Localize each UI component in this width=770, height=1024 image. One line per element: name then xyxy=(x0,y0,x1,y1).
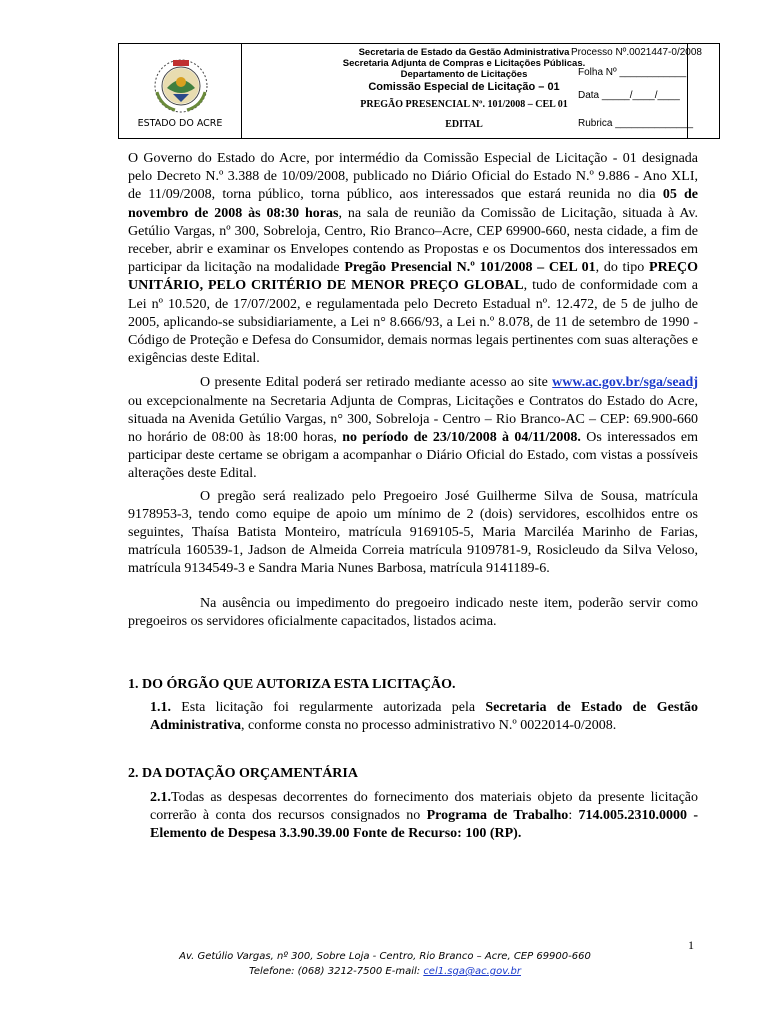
text-run: , tudo de conformidade com a Lei nº 10.520, de 17/07/2002, e regulamentada pelo Decreto Estadual nº. 12.472, de 5 de julho de 2005, aplicando-se subsidiariamente, a Lei n° 8.666/93, a Lei n.º 8.078, de 11 de setembro de 1990 - Código de Proteção e Defesa do Consumidor, demais normas legais pertinentes com suas alterações e exigências deste Edital. xyxy=(128,278,698,367)
text-run: , conforme consta no processo administrativo N.º 0022014-0/2008. xyxy=(241,718,617,733)
secretaria-adjunta-line: Secretaria Adjunta de Compras e Licitações Públicas. xyxy=(342,58,586,69)
section-2-title: 2. DA DOTAÇÃO ORÇAMENTÁRIA xyxy=(128,766,358,781)
secretaria-line: Secretaria de Estado da Gestão Administrativa xyxy=(358,47,570,58)
state-seal-icon xyxy=(153,58,209,114)
text-run: Todas as despesas decorrentes do fornecimento dos materiais objeto da presente licitação correrão à conta dos recursos consignados no xyxy=(150,790,698,823)
text-run: Os interessados em participar deste certame se obrigam a acompanhar o Diário Oficial do Estado, com vistas a possíveis alterações deste Edital. xyxy=(128,430,698,482)
paragraph-ausencia: Na ausência ou impedimento do pregoeiro indicado neste item, poderão servir como pregoeiros os servidores oficialmente capacitados, listados acima. xyxy=(128,595,698,629)
item-number: 1.1. xyxy=(150,700,171,715)
rubrica-field: Rubrica ______________ xyxy=(578,118,694,129)
section-1-1 xyxy=(150,699,698,735)
site-link[interactable]: www.ac.gov.br/sga/seadj xyxy=(552,375,698,391)
header-logo-cell xyxy=(119,44,242,138)
footer-contact xyxy=(0,966,770,977)
text-run: : xyxy=(568,808,579,823)
pregao-reference: Pregão Presencial N.º 101/2008 – CEL 01 xyxy=(344,260,596,276)
header-process-cell xyxy=(567,44,719,138)
text-run: ou excepcionalmente na Secretaria Adjunta de Compras, Licitações e Contratos do Estado do Acre, situada na Avenida Getúlio Vargas, n° 300, Sobreloja - Centro – Rio Branco-AC – CEP: 69.900-660 no horário de 08:00 às 18:00 horas, xyxy=(128,393,698,446)
period-text: no período de 23/10/2008 à 04/11/2008. xyxy=(342,430,581,446)
comissao-line: Comissão Especial de Licitação – 01 xyxy=(368,81,560,93)
pregao-title: PREGÃO PRESENCIAL Nº. 101/2008 – CEL 01 xyxy=(360,99,568,110)
document-header xyxy=(118,43,720,139)
budget-codes: 714.005.2310.0000 - Elemento de Despesa 3.3.90.39.00 Fonte de Recurso: 100 (RP). xyxy=(150,808,698,841)
secretaria-name: Secretaria de Estado de Gestão Administrativa xyxy=(150,700,698,733)
estado-label: ESTADO DO ACRE xyxy=(137,118,223,129)
footer-address: Av. Getúlio Vargas, nº 300, Sobre Loja - Centro, Rio Branco – Acre, CEP 69900-660 xyxy=(179,951,591,962)
data-field: Data _____/____/____ xyxy=(578,90,680,101)
document-body xyxy=(128,150,698,631)
departamento-line: Departamento de Licitações xyxy=(400,69,528,80)
page-number: 1 xyxy=(688,938,694,952)
paragraph-pregoeiro: O pregão será realizado pelo Pregoeiro José Guilherme Silva de Sousa, matrícula 9178953-3, tendo como equipe de apoio um mínimo de 2 (dois) servidores, escolhidos entre os seguintes, Thaísa Batista Monteiro, matrícula 9169105-5, Maria Marciléa Marinho de Farias, matrícula 160539-1, Jadson de Almeida Correia matrícula 9109781-9, Rosicleudo da Silva Veloso, matrícula 9134549-3 e Sandra Maria Nunes Barbosa, matrícula 9141189-6. xyxy=(128,488,698,577)
footer-email-link[interactable]: cel1.sga@ac.gov.br xyxy=(423,966,521,977)
paragraph-edital-access xyxy=(128,374,698,483)
text-run: O presente Edital poderá ser retirado mediante acesso ao site xyxy=(200,375,553,391)
text-run: O Governo do Estado do Acre, por intermédio da Comissão Especial de Licitação - 01 designada pelo Decreto N.º 3.388 de 10/09/2008, publicado no Diário Oficial do Estado N.º 9.886 - Ano XLI, de 11/09/2008, torna público, torna público, aos interessados que estará reunida no dia xyxy=(128,151,698,203)
processo-number: Processo Nº.0021447-0/2008 xyxy=(571,47,702,58)
section-2-1 xyxy=(150,789,698,843)
paragraph-intro xyxy=(128,150,698,368)
programa-label: Programa de Trabalho xyxy=(426,808,569,823)
edital-title: EDITAL xyxy=(445,119,483,130)
section-1-title: 1. DO ÓRGÃO QUE AUTORIZA ESTA LICITAÇÃO. xyxy=(128,677,456,692)
text-run: Esta licitação foi regularmente autorizada pela xyxy=(171,700,486,715)
meeting-date: 05 de novembro de 2008 às 08:30 horas xyxy=(128,187,698,221)
footer-phone: Telefone: (068) 3212-7500 E-mail: xyxy=(249,966,424,977)
item-number: 2.1. xyxy=(150,790,171,805)
criterion-text: PREÇO UNITÁRIO, PELO CRITÉRIO DE MENOR PREÇO GLOBAL xyxy=(128,260,699,294)
text-run: , do tipo xyxy=(595,260,650,276)
folha-field: Folha Nº ____________ xyxy=(578,67,687,78)
text-run: , na sala de reunião da Comissão de Licitação, situada à Av. Getúlio Vargas, nº 300, Sobreloja, Centro, Rio Branco–Acre, CEP 69900-660, nesta cidade, a fim de receber, abrir e examinar os Envelopes contendo as Propostas e os Documentos dos interessados em participar da licitação na modalidade xyxy=(128,205,699,276)
